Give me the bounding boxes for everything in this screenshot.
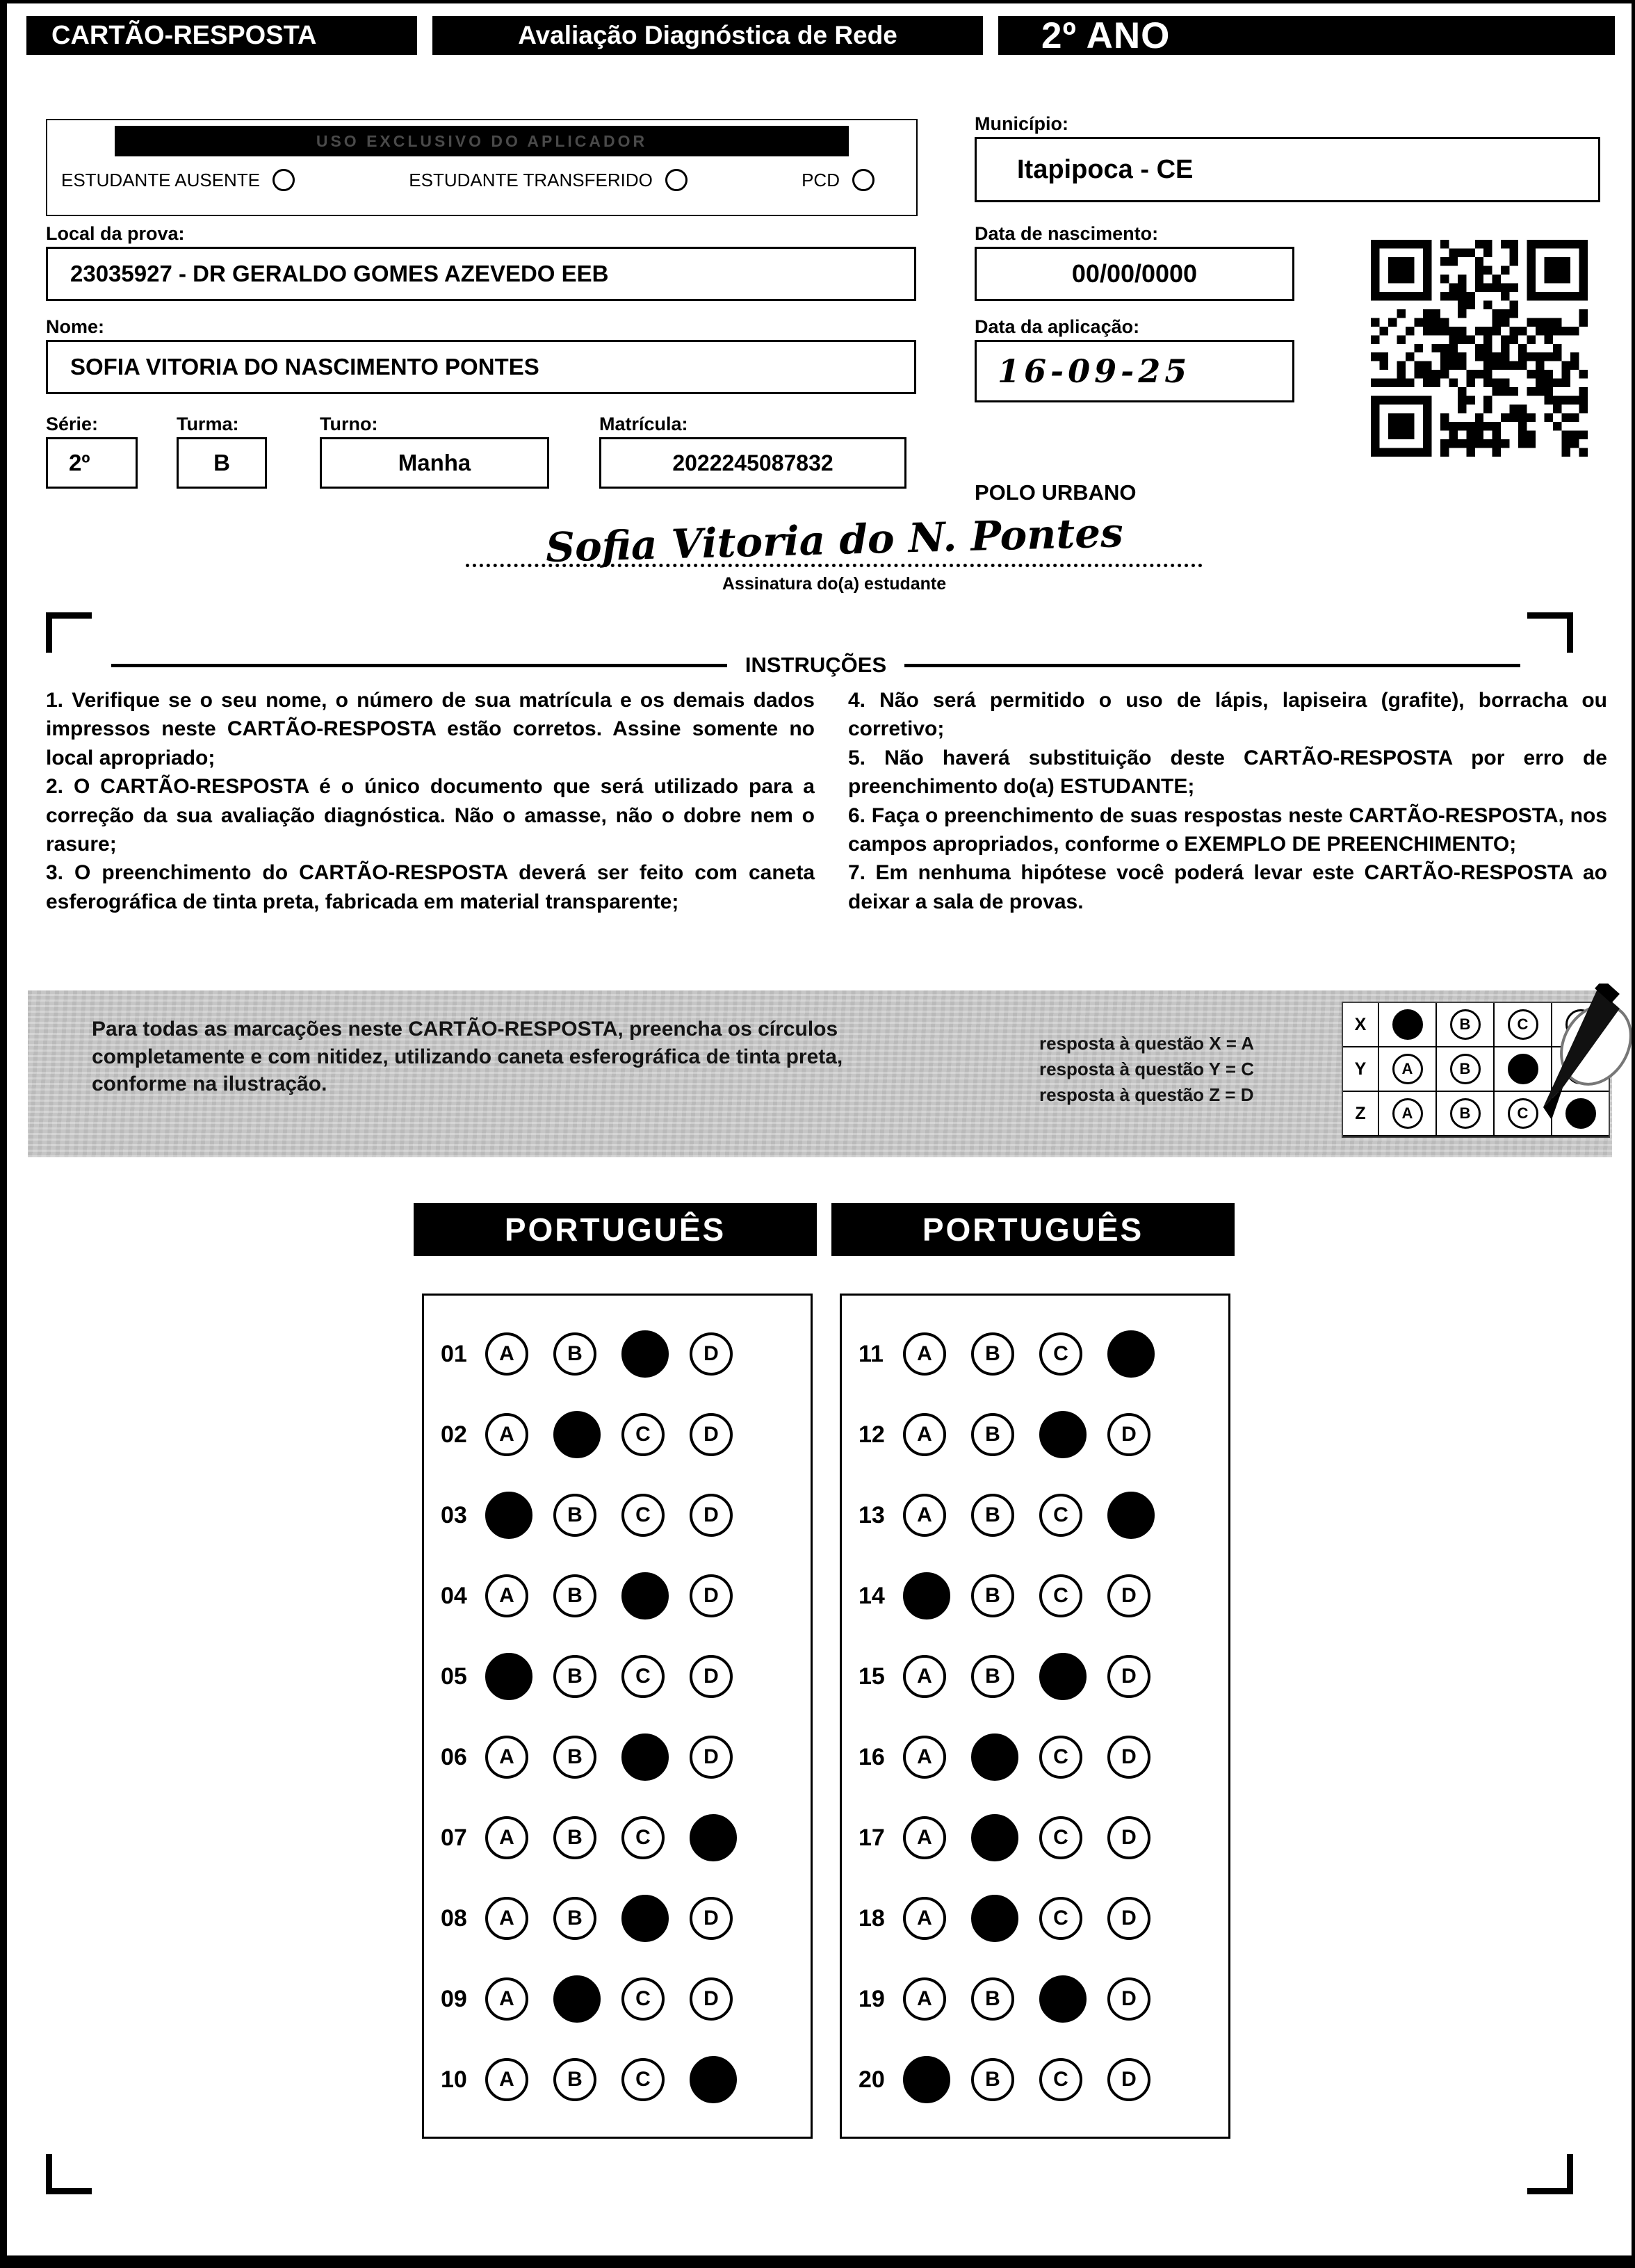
question-row bbox=[859, 1394, 1228, 1475]
nome-value-box: SOFIA VITORIA DO NASCIMENTO PONTES bbox=[46, 340, 916, 394]
turno-value-box: Manha bbox=[320, 437, 549, 489]
answer-bubble: B bbox=[971, 1655, 1014, 1698]
polo-label: POLO URBANO bbox=[975, 480, 1137, 505]
answer-bubble: D bbox=[690, 1332, 733, 1376]
question-number: 18 bbox=[859, 1904, 885, 1932]
answer-bubble: C bbox=[1039, 1897, 1082, 1940]
serie-value-box: 2º bbox=[46, 437, 138, 489]
signature-caption: Assinatura do(a) estudante bbox=[722, 574, 947, 594]
example-bubble-cell bbox=[1437, 1047, 1495, 1091]
applicator-bar-label: USO EXCLUSIVO DO APLICADOR bbox=[115, 126, 849, 156]
answer-bubble: C bbox=[1039, 2058, 1082, 2101]
answer-bubble: A bbox=[485, 1897, 528, 1940]
answer-bubble: C bbox=[621, 1413, 665, 1456]
marked-answer-bubble bbox=[621, 1572, 669, 1620]
answer-bubble: D bbox=[690, 1977, 733, 2021]
question-number: 11 bbox=[859, 1340, 884, 1367]
answer-grid bbox=[422, 1294, 813, 2139]
empty-bubble: B bbox=[1450, 1098, 1481, 1129]
answer-bubble: C bbox=[1039, 1736, 1082, 1779]
question-number: 03 bbox=[441, 1501, 467, 1528]
answer-column bbox=[414, 1203, 817, 2139]
answer-bubble: A bbox=[485, 1816, 528, 1859]
divider-line bbox=[904, 664, 1520, 667]
hand-with-pen-illustration bbox=[1514, 984, 1632, 1143]
question-number: 02 bbox=[441, 1421, 467, 1448]
answer-bubble: D bbox=[690, 1413, 733, 1456]
turno-label: Turno: bbox=[320, 414, 378, 434]
question-row bbox=[441, 1556, 811, 1636]
answer-bubble: B bbox=[553, 1494, 596, 1537]
nascimento-label: Data de nascimento: bbox=[975, 223, 1159, 244]
fill-example-legend bbox=[1039, 1031, 1254, 1108]
checkbox-circle-icon bbox=[852, 169, 875, 191]
answer-bubble: B bbox=[971, 1977, 1014, 2021]
checkbox-circle-icon bbox=[272, 169, 295, 191]
aplicacao-label: Data da aplicação: bbox=[975, 316, 1140, 337]
question-row bbox=[859, 1797, 1228, 1878]
serie-label: Série: bbox=[46, 414, 99, 434]
question-row bbox=[441, 2039, 811, 2120]
legend-line: resposta à questão X = A bbox=[1039, 1033, 1254, 1054]
answer-bubble: B bbox=[971, 1574, 1014, 1617]
aplicacao-value-box bbox=[975, 340, 1294, 402]
question-number: 19 bbox=[859, 1985, 885, 2012]
marked-answer-bubble bbox=[485, 1492, 532, 1539]
question-number: 17 bbox=[859, 1824, 885, 1851]
answer-bubble: D bbox=[1107, 1413, 1150, 1456]
applicator-checkbox bbox=[802, 169, 875, 191]
registration-mark-top-right bbox=[1527, 612, 1573, 653]
applicator-section bbox=[46, 119, 918, 216]
answer-bubble: B bbox=[971, 2058, 1014, 2101]
marked-answer-bubble bbox=[971, 1814, 1018, 1861]
instruction-item: 4. Não será permitido o uso de lápis, lapiseira (grafite), borracha ou corretivo; bbox=[848, 689, 1607, 741]
question-row bbox=[859, 1878, 1228, 1959]
applicator-checkbox-label: PCD bbox=[802, 169, 840, 190]
answer-bubble: A bbox=[903, 1736, 946, 1779]
answer-bubble: D bbox=[1107, 1574, 1150, 1617]
instructions-header bbox=[111, 653, 1520, 678]
filled-bubble bbox=[1392, 1009, 1423, 1040]
question-number: 06 bbox=[441, 1743, 467, 1770]
fill-example-text: Para todas as marcações neste CARTÃO-RESPOSTA, preencha os círculos completamente e com nitidez, utilizando caneta esferográfica de tinta preta, conforme na ilustração. bbox=[92, 1018, 843, 1096]
marked-answer-bubble bbox=[971, 1733, 1018, 1781]
marked-answer-bubble bbox=[690, 1814, 737, 1861]
question-row bbox=[441, 1878, 811, 1959]
empty-bubble: A bbox=[1392, 1054, 1423, 1084]
instruction-item: 3. O preenchimento do CARTÃO-RESPOSTA deverá ser feito com caneta esferográfica de tinta preta, fabricada em material transparente; bbox=[46, 861, 815, 913]
local-value-box: 23035927 - DR GERALDO GOMES AZEVEDO EEB bbox=[46, 247, 916, 301]
example-bubble-cell bbox=[1379, 1092, 1437, 1135]
answer-bubble: A bbox=[485, 1413, 528, 1456]
answer-bubble: D bbox=[1107, 1977, 1150, 2021]
question-row bbox=[859, 2039, 1228, 2120]
answer-bubble: D bbox=[1107, 1655, 1150, 1698]
answer-bubble: D bbox=[1107, 1736, 1150, 1779]
answer-bubble: B bbox=[553, 1574, 596, 1617]
matricula-value-box: 2022245087832 bbox=[599, 437, 906, 489]
answer-bubble: D bbox=[690, 1494, 733, 1537]
signature-line bbox=[466, 509, 1203, 571]
answer-bubble: C bbox=[621, 1977, 665, 2021]
instructions-title: INSTRUÇÕES bbox=[745, 653, 887, 677]
question-row bbox=[859, 1314, 1228, 1394]
example-row-label: X bbox=[1343, 1003, 1379, 1046]
marked-answer-bubble bbox=[903, 1572, 950, 1620]
empty-bubble: C bbox=[1508, 1009, 1538, 1040]
question-row bbox=[441, 1636, 811, 1717]
question-number: 10 bbox=[441, 2066, 467, 2093]
answer-bubble: C bbox=[621, 2058, 665, 2101]
matricula-label: Matrícula: bbox=[599, 414, 688, 434]
answer-bubble: B bbox=[553, 1655, 596, 1698]
answer-bubble: D bbox=[690, 1574, 733, 1617]
instructions-right bbox=[848, 686, 1607, 916]
answer-grid bbox=[840, 1294, 1230, 2139]
marked-answer-bubble bbox=[903, 2056, 950, 2103]
registration-mark-bottom-left bbox=[46, 2154, 92, 2194]
empty-bubble: B bbox=[1450, 1009, 1481, 1040]
answer-bubble: C bbox=[621, 1494, 665, 1537]
answer-bubble: C bbox=[1039, 1574, 1082, 1617]
sheet-title: CARTÃO-RESPOSTA bbox=[26, 16, 417, 55]
instruction-item: 2. O CARTÃO-RESPOSTA é o único documento que será utilizado para a correção da sua avaliação diagnóstica. Não o amasse, não o dobre nem o rasure; bbox=[46, 775, 815, 856]
question-number: 14 bbox=[859, 1582, 885, 1609]
answer-bubble: C bbox=[1039, 1332, 1082, 1376]
registration-mark-top-left bbox=[46, 612, 92, 653]
answer-bubble: A bbox=[485, 2058, 528, 2101]
legend-line: resposta à questão Z = D bbox=[1039, 1084, 1254, 1105]
question-row bbox=[441, 1394, 811, 1475]
answer-bubble: C bbox=[621, 1655, 665, 1698]
example-bubble-cell bbox=[1437, 1092, 1495, 1135]
question-number: 01 bbox=[441, 1340, 467, 1367]
marked-answer-bubble bbox=[621, 1895, 669, 1942]
answer-bubble: A bbox=[485, 1736, 528, 1779]
marked-answer-bubble bbox=[690, 2056, 737, 2103]
local-label: Local da prova: bbox=[46, 223, 185, 244]
applicator-checkbox bbox=[61, 169, 295, 191]
question-number: 20 bbox=[859, 2066, 885, 2093]
instruction-item: 7. Em nenhuma hipótese você poderá levar este CARTÃO-RESPOSTA ao deixar a sala de provas. bbox=[848, 861, 1607, 913]
answer-bubble: D bbox=[1107, 2058, 1150, 2101]
answer-bubble: A bbox=[903, 1655, 946, 1698]
question-number: 05 bbox=[441, 1663, 467, 1690]
question-number: 08 bbox=[441, 1904, 467, 1932]
question-row bbox=[441, 1475, 811, 1556]
marked-answer-bubble bbox=[621, 1330, 669, 1378]
answer-bubble: A bbox=[903, 1332, 946, 1376]
answer-bubble: A bbox=[485, 1574, 528, 1617]
applicator-checkbox-label: ESTUDANTE AUSENTE bbox=[61, 169, 261, 190]
question-number: 13 bbox=[859, 1501, 885, 1528]
marked-answer-bubble bbox=[1039, 1653, 1087, 1700]
question-row bbox=[859, 1959, 1228, 2039]
answer-column-title: PORTUGUÊS bbox=[414, 1203, 817, 1256]
question-number: 07 bbox=[441, 1824, 467, 1851]
divider-line bbox=[111, 664, 727, 667]
empty-bubble: B bbox=[1450, 1054, 1481, 1084]
question-row bbox=[859, 1636, 1228, 1717]
answer-bubble: D bbox=[690, 1655, 733, 1698]
question-row bbox=[859, 1717, 1228, 1797]
aplicacao-handwritten-date: 16-09-25 bbox=[998, 352, 1191, 390]
empty-bubble: C bbox=[1508, 1098, 1538, 1129]
nascimento-value-box: 00/00/0000 bbox=[975, 247, 1294, 301]
question-row bbox=[859, 1475, 1228, 1556]
answer-bubble: A bbox=[485, 1977, 528, 2021]
instruction-item: 1. Verifique se o seu nome, o número de sua matrícula e os demais dados impressos neste CARTÃO-RESPOSTA estão corretos. Assine somente no local apropriado; bbox=[46, 689, 815, 769]
example-grid bbox=[1342, 1002, 1610, 1138]
answer-bubble: A bbox=[903, 1977, 946, 2021]
applicator-checkbox bbox=[409, 169, 688, 191]
question-number: 16 bbox=[859, 1743, 885, 1770]
answer-bubble: C bbox=[621, 1816, 665, 1859]
marked-answer-bubble bbox=[1107, 1330, 1155, 1378]
signature-handwritten-name: Sofia Vitoria do N. Pontes bbox=[544, 509, 1124, 571]
answer-bubble: C bbox=[1039, 1494, 1082, 1537]
municipio-label: Município: bbox=[975, 113, 1068, 134]
question-row bbox=[441, 1717, 811, 1797]
instruction-item: 5. Não haverá substituição deste CARTÃO-RESPOSTA por erro de preenchimento do(a) ESTUDANTE; bbox=[848, 746, 1607, 799]
applicator-checkbox-row bbox=[47, 169, 916, 191]
answer-bubble: C bbox=[1039, 1816, 1082, 1859]
marked-answer-bubble bbox=[1107, 1492, 1155, 1539]
instruction-item: 6. Faça o preenchimento de suas respostas neste CARTÃO-RESPOSTA, nos campos apropriados, conforme o EXEMPLO DE PREENCHIMENTO; bbox=[848, 803, 1607, 856]
marked-answer-bubble bbox=[621, 1733, 669, 1781]
marked-answer-bubble bbox=[553, 1411, 601, 1458]
legend-line: resposta à questão Y = C bbox=[1039, 1058, 1255, 1079]
answer-bubble: D bbox=[690, 1736, 733, 1779]
applicator-checkbox-label: ESTUDANTE TRANSFERIDO bbox=[409, 169, 653, 190]
checkbox-circle-icon bbox=[665, 169, 688, 191]
example-bubble-cell bbox=[1379, 1003, 1437, 1046]
question-number: 09 bbox=[441, 1985, 467, 2012]
answer-bubble: B bbox=[553, 2058, 596, 2101]
turma-label: Turma: bbox=[177, 414, 239, 434]
answer-bubble: A bbox=[903, 1897, 946, 1940]
answer-bubble: D bbox=[1107, 1816, 1150, 1859]
example-row-label: Z bbox=[1343, 1092, 1379, 1135]
question-row bbox=[441, 1797, 811, 1878]
answer-bubble: A bbox=[485, 1332, 528, 1376]
marked-answer-bubble bbox=[971, 1895, 1018, 1942]
registration-mark-bottom-right bbox=[1527, 2154, 1573, 2194]
grade-label: 2º ANO bbox=[998, 16, 1615, 55]
question-row bbox=[441, 1959, 811, 2039]
answer-bubble: A bbox=[903, 1816, 946, 1859]
answer-bubble: B bbox=[971, 1413, 1014, 1456]
fill-example-strip bbox=[28, 990, 1612, 1157]
question-row bbox=[859, 1556, 1228, 1636]
marked-answer-bubble bbox=[485, 1653, 532, 1700]
answer-bubble: A bbox=[903, 1494, 946, 1537]
example-bubble-cell bbox=[1437, 1003, 1495, 1046]
answer-column-title: PORTUGUÊS bbox=[831, 1203, 1235, 1256]
signature-block bbox=[466, 509, 1203, 594]
question-row bbox=[441, 1314, 811, 1394]
turma-value-box: B bbox=[177, 437, 267, 489]
answer-bubble: B bbox=[553, 1897, 596, 1940]
answer-bubble: B bbox=[971, 1332, 1014, 1376]
answer-bubble: B bbox=[553, 1736, 596, 1779]
question-number: 12 bbox=[859, 1421, 885, 1448]
municipio-value-box: Itapipoca - CE bbox=[975, 137, 1600, 202]
marked-answer-bubble bbox=[1039, 1411, 1087, 1458]
answer-bubble: D bbox=[1107, 1897, 1150, 1940]
qr-code bbox=[1371, 240, 1588, 457]
question-number: 04 bbox=[441, 1582, 467, 1609]
header bbox=[26, 16, 1615, 55]
marked-answer-bubble bbox=[553, 1975, 601, 2023]
marked-answer-bubble bbox=[1039, 1975, 1087, 2023]
example-row-label: Y bbox=[1343, 1047, 1379, 1091]
answer-bubble: A bbox=[903, 1413, 946, 1456]
exam-name: Avaliação Diagnóstica de Rede bbox=[432, 16, 983, 55]
answer-column bbox=[831, 1203, 1235, 2139]
answer-bubble: B bbox=[971, 1494, 1014, 1537]
answer-bubble: D bbox=[690, 1897, 733, 1940]
answer-bubble: B bbox=[553, 1332, 596, 1376]
instructions-left bbox=[46, 686, 815, 916]
answer-bubble: B bbox=[553, 1816, 596, 1859]
empty-bubble: A bbox=[1392, 1098, 1423, 1129]
nome-label: Nome: bbox=[46, 316, 105, 337]
example-bubble-cell bbox=[1379, 1047, 1437, 1091]
question-number: 15 bbox=[859, 1663, 885, 1690]
